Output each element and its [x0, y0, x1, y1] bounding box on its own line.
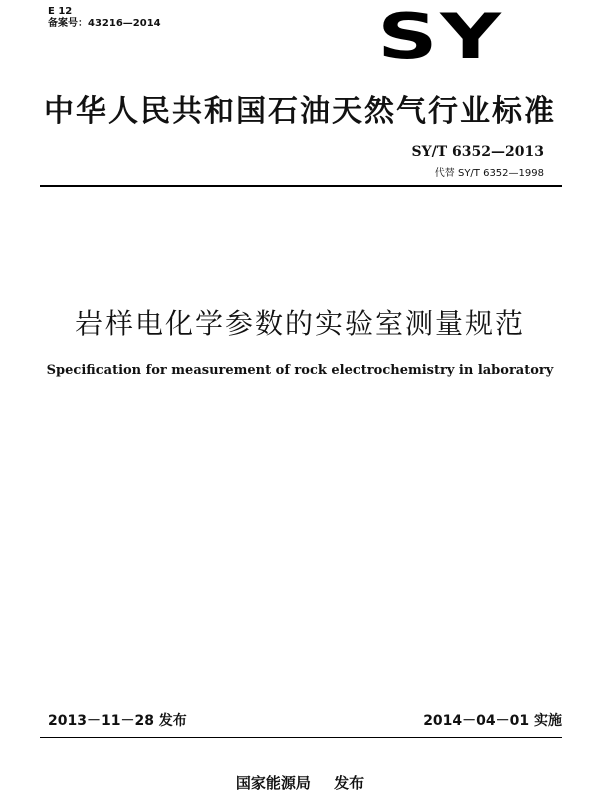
document-title-english: Specification for measurement of rock electrochemistry in laboratory — [46, 363, 554, 378]
ccs-code: E 12 — [48, 6, 73, 17]
publish-date: 2013－11－28 发布 — [48, 713, 187, 729]
standard-replaces: 代替 SY/T 6352—1998 — [434, 168, 544, 179]
filing-number: 备案号：43216—2014 — [48, 18, 161, 29]
bottom-divider — [40, 737, 562, 738]
document-title-chinese: 岩样电化学参数的实验室测量规范 — [74, 307, 525, 340]
standard-code: SY/T 6352—2013 — [411, 144, 544, 160]
document-meta — [48, 6, 161, 30]
issuing-authority: 国家能源局 发布 — [235, 774, 365, 792]
top-divider — [40, 185, 562, 187]
effective-date: 2014－04－01 实施 — [423, 713, 562, 729]
sy-logo: SY — [377, 0, 504, 73]
organization-title: 中华人民共和国石油天然气行业标准 — [44, 94, 556, 129]
